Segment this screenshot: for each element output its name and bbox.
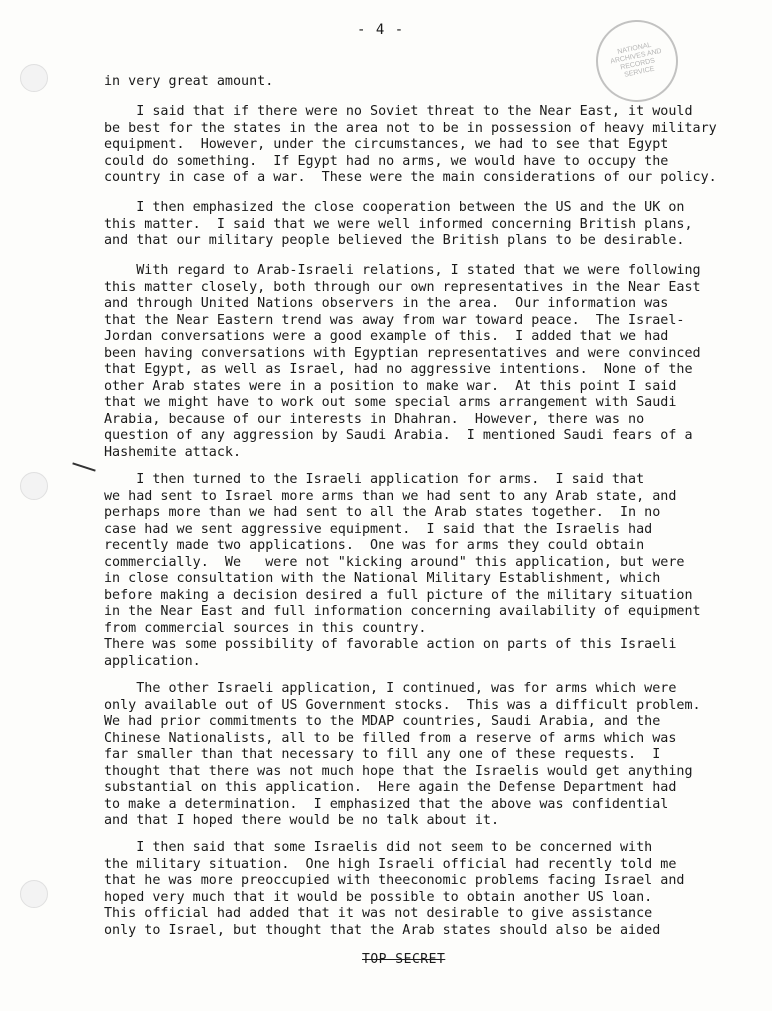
paragraph-7: I then said that some Israelis did not seem to be concerned with the military situation. One high Israeli official had recently told me that he was more preoccupied with theeconomic problems facing Israel and hoped very much that it would be possible to obtain another US loan. This official had added that it was not desirable to give assistance only to Israel, but thought that the Arab states should also be aided xyxy=(104,840,685,938)
paragraph-3: I then emphasized the close cooperation between the US and the UK on this matter. I said that we were well informed concerning British plans, and that our military people believed the British plans to be desirable. xyxy=(104,200,693,248)
punch-hole-middle xyxy=(20,472,48,500)
archives-stamp-text: NATIONAL ARCHIVES AND RECORDS SERVICE xyxy=(609,41,663,79)
pen-mark xyxy=(72,462,95,471)
paragraph-6: The other Israeli application, I continued, was for arms which were only available out of US Government stocks. This was a difficult problem. We had prior commitments to the MDAP countries, Saudi Arabia, and the Chinese Nationalists, all to be filled from a reserve of arms which was far smaller than that necessary to fill any one of these requests. I thought that there was not much hope that the Israelis would get anything substantial on this application. Here again the Defense Department had to make a determination. I emphasized that the above was confidential and that I hoped there would be no talk about it. xyxy=(104,681,701,828)
punch-hole-top xyxy=(20,64,48,92)
classification-footer: TOP SECRET xyxy=(362,952,446,967)
page-number: - 4 - xyxy=(357,22,405,38)
punch-hole-bottom xyxy=(20,880,48,908)
archives-stamp xyxy=(588,12,685,109)
paragraph-4: With regard to Arab-Israeli relations, I stated that we were following this matter closely, both through our own representatives in the Near East and through United Nations observers in the area. Our information was that the Near Eastern trend was away from war toward peace. The Israel- Jordan conversations were a good example of this. I added that we had been having conversations with Egyptian representatives and were convinced that Egypt, as well as Israel, had no aggressive intentions. None of the other Arab states were in a position to make war. At this point I said that we might have to work out some special arms arrangement with Saudi Arabia, because of our interests in Dhahran. However, there was no question of any aggression by Saudi Arabia. I mentioned Saudi fears of a Hashemite attack. xyxy=(104,263,701,460)
paragraph-5: I then turned to the Israeli application for arms. I said that we had sent to Israel more arms than we had sent to any Arab state, and perhaps more than we had sent to all the Arab states together. In no case had we sent aggressive equipment. I said that the Israelis had recently made two applications. One was for arms they could obtain commercially. We were not "kicking around" this application, but were in close consultation with the National Military Establishment, which before making a decision desired a full picture of the military situation in the Near East and full information concerning availability of equipment from commercial sources in this country. There was some possibility of favorable action on parts of this Israeli application. xyxy=(104,472,701,669)
paragraph-1: in very great amount. xyxy=(104,74,274,89)
paragraph-2: I said that if there were no Soviet threat to the Near East, it would be best for the states in the area not to be in possession of heavy military equipment. However, under the circumstances, we had to see that Egypt could do something. If Egypt had no arms, we would have to occupy the country in case of a war. These were the main considerations of our policy. xyxy=(104,104,717,185)
